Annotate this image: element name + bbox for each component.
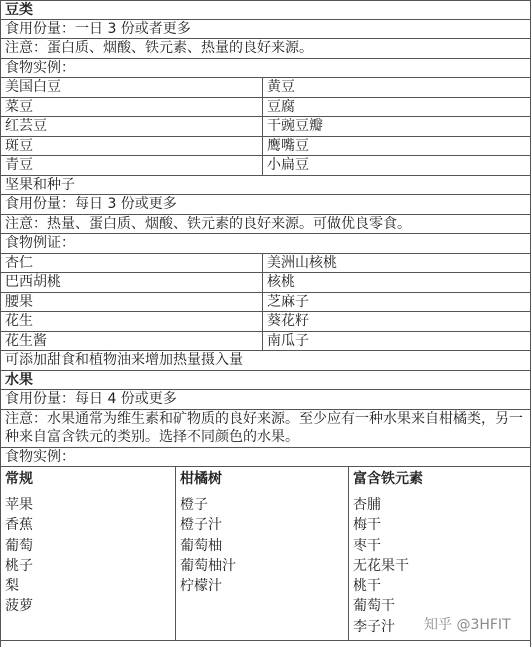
table-cell: 杏仁 xyxy=(1,254,263,273)
table-cell: 芝麻子 xyxy=(267,293,309,310)
list-item: 梅干 xyxy=(353,517,381,534)
table-cell: 腰果 xyxy=(1,293,263,312)
table-cell: 美国白豆 xyxy=(1,78,263,97)
table-cell: 美洲山核桃 xyxy=(267,254,337,271)
column-header: 富含铁元素 xyxy=(353,471,423,487)
table-row xyxy=(0,98,531,118)
list-item: 橙子汁 xyxy=(180,517,222,534)
table-cell: 豆腐 xyxy=(267,98,295,115)
list-item: 橙子 xyxy=(180,497,208,513)
list-item: 苹果 xyxy=(5,497,33,513)
watermark: 知乎 @3HFIT xyxy=(424,617,511,633)
list-item: 桃干 xyxy=(353,578,381,595)
table-row xyxy=(0,254,531,274)
examples-label-nuts: 食物例证： xyxy=(0,234,531,254)
fruit-column-regular xyxy=(1,467,176,640)
footer-nuts: 可添加甜食和植物油来增加热量摄入量 xyxy=(0,351,531,371)
table-row xyxy=(0,137,531,157)
examples-label-fruit: 食物实例： xyxy=(0,448,531,468)
list-item: 李子汁 xyxy=(353,618,395,635)
serving-fruit: 食用份量：每日 4 份或更多 xyxy=(0,390,531,410)
table-row xyxy=(0,312,531,332)
list-item: 葡萄柚 xyxy=(180,537,222,554)
table-row xyxy=(0,273,531,293)
list-item: 葡萄干 xyxy=(353,598,395,615)
section-title-nuts: 坚果和种子 xyxy=(0,176,531,196)
note-fruit: 注意：水果通常为维生素和矿物质的良好来源。至少应有一种水果来自柑橘类，另一种来自富含铁元的类别。选择不同颜色的水果。 xyxy=(0,410,531,448)
fruit-column-citrus xyxy=(176,467,349,640)
column-header: 柑橘树 xyxy=(180,471,222,487)
list-item: 杏脯 xyxy=(353,497,381,513)
table-cell: 青豆 xyxy=(1,156,263,175)
examples-label-beans: 食物实例： xyxy=(0,59,531,79)
table-row xyxy=(0,156,531,176)
table-cell: 黄豆 xyxy=(267,79,295,95)
table-cell: 斑豆 xyxy=(1,137,263,156)
table-cell: 小扁豆 xyxy=(267,157,309,173)
table-cell: 葵花籽 xyxy=(267,313,309,329)
section-title-fruit: 水果 xyxy=(0,371,531,391)
note-beans: 注意：蛋白质、烟酸、铁元素、热量的良好来源。 xyxy=(0,39,531,59)
table-cell: 鹰嘴豆 xyxy=(267,137,309,154)
table-row xyxy=(0,117,531,137)
serving-nuts: 食用份量：每日 3 份或更多 xyxy=(0,195,531,215)
list-item: 香蕉 xyxy=(5,517,33,534)
serving-beans: 食用份量：一日 3 份或者更多 xyxy=(0,20,531,40)
list-item: 葡萄柚汁 xyxy=(180,557,236,574)
list-item: 桃子 xyxy=(5,557,33,574)
section-title-beans: 豆类 xyxy=(0,0,531,20)
table-row xyxy=(0,332,531,352)
note-nuts: 注意：热量、蛋白质、烟酸、铁元素的良好来源。可做优良零食。 xyxy=(0,215,531,235)
table-cell: 干豌豆瓣 xyxy=(267,118,323,134)
table-cell: 南瓜子 xyxy=(267,332,309,349)
table-row xyxy=(0,293,531,313)
table-row xyxy=(0,78,531,98)
list-item: 无花果干 xyxy=(353,557,409,574)
table-continuation xyxy=(0,641,531,647)
list-item: 柠檬汁 xyxy=(180,578,222,595)
list-item: 枣干 xyxy=(353,537,381,554)
table-cell: 菜豆 xyxy=(1,98,263,117)
list-item: 梨 xyxy=(5,578,19,595)
list-item: 菠萝 xyxy=(5,598,33,615)
table-cell: 核桃 xyxy=(267,274,295,290)
list-item: 葡萄 xyxy=(5,537,33,554)
table-cell: 花生酱 xyxy=(1,332,263,351)
table-cell: 花生 xyxy=(1,312,263,331)
table-cell: 巴西胡桃 xyxy=(1,273,263,292)
column-header: 常规 xyxy=(5,471,33,487)
table-cell: 红芸豆 xyxy=(1,117,263,136)
